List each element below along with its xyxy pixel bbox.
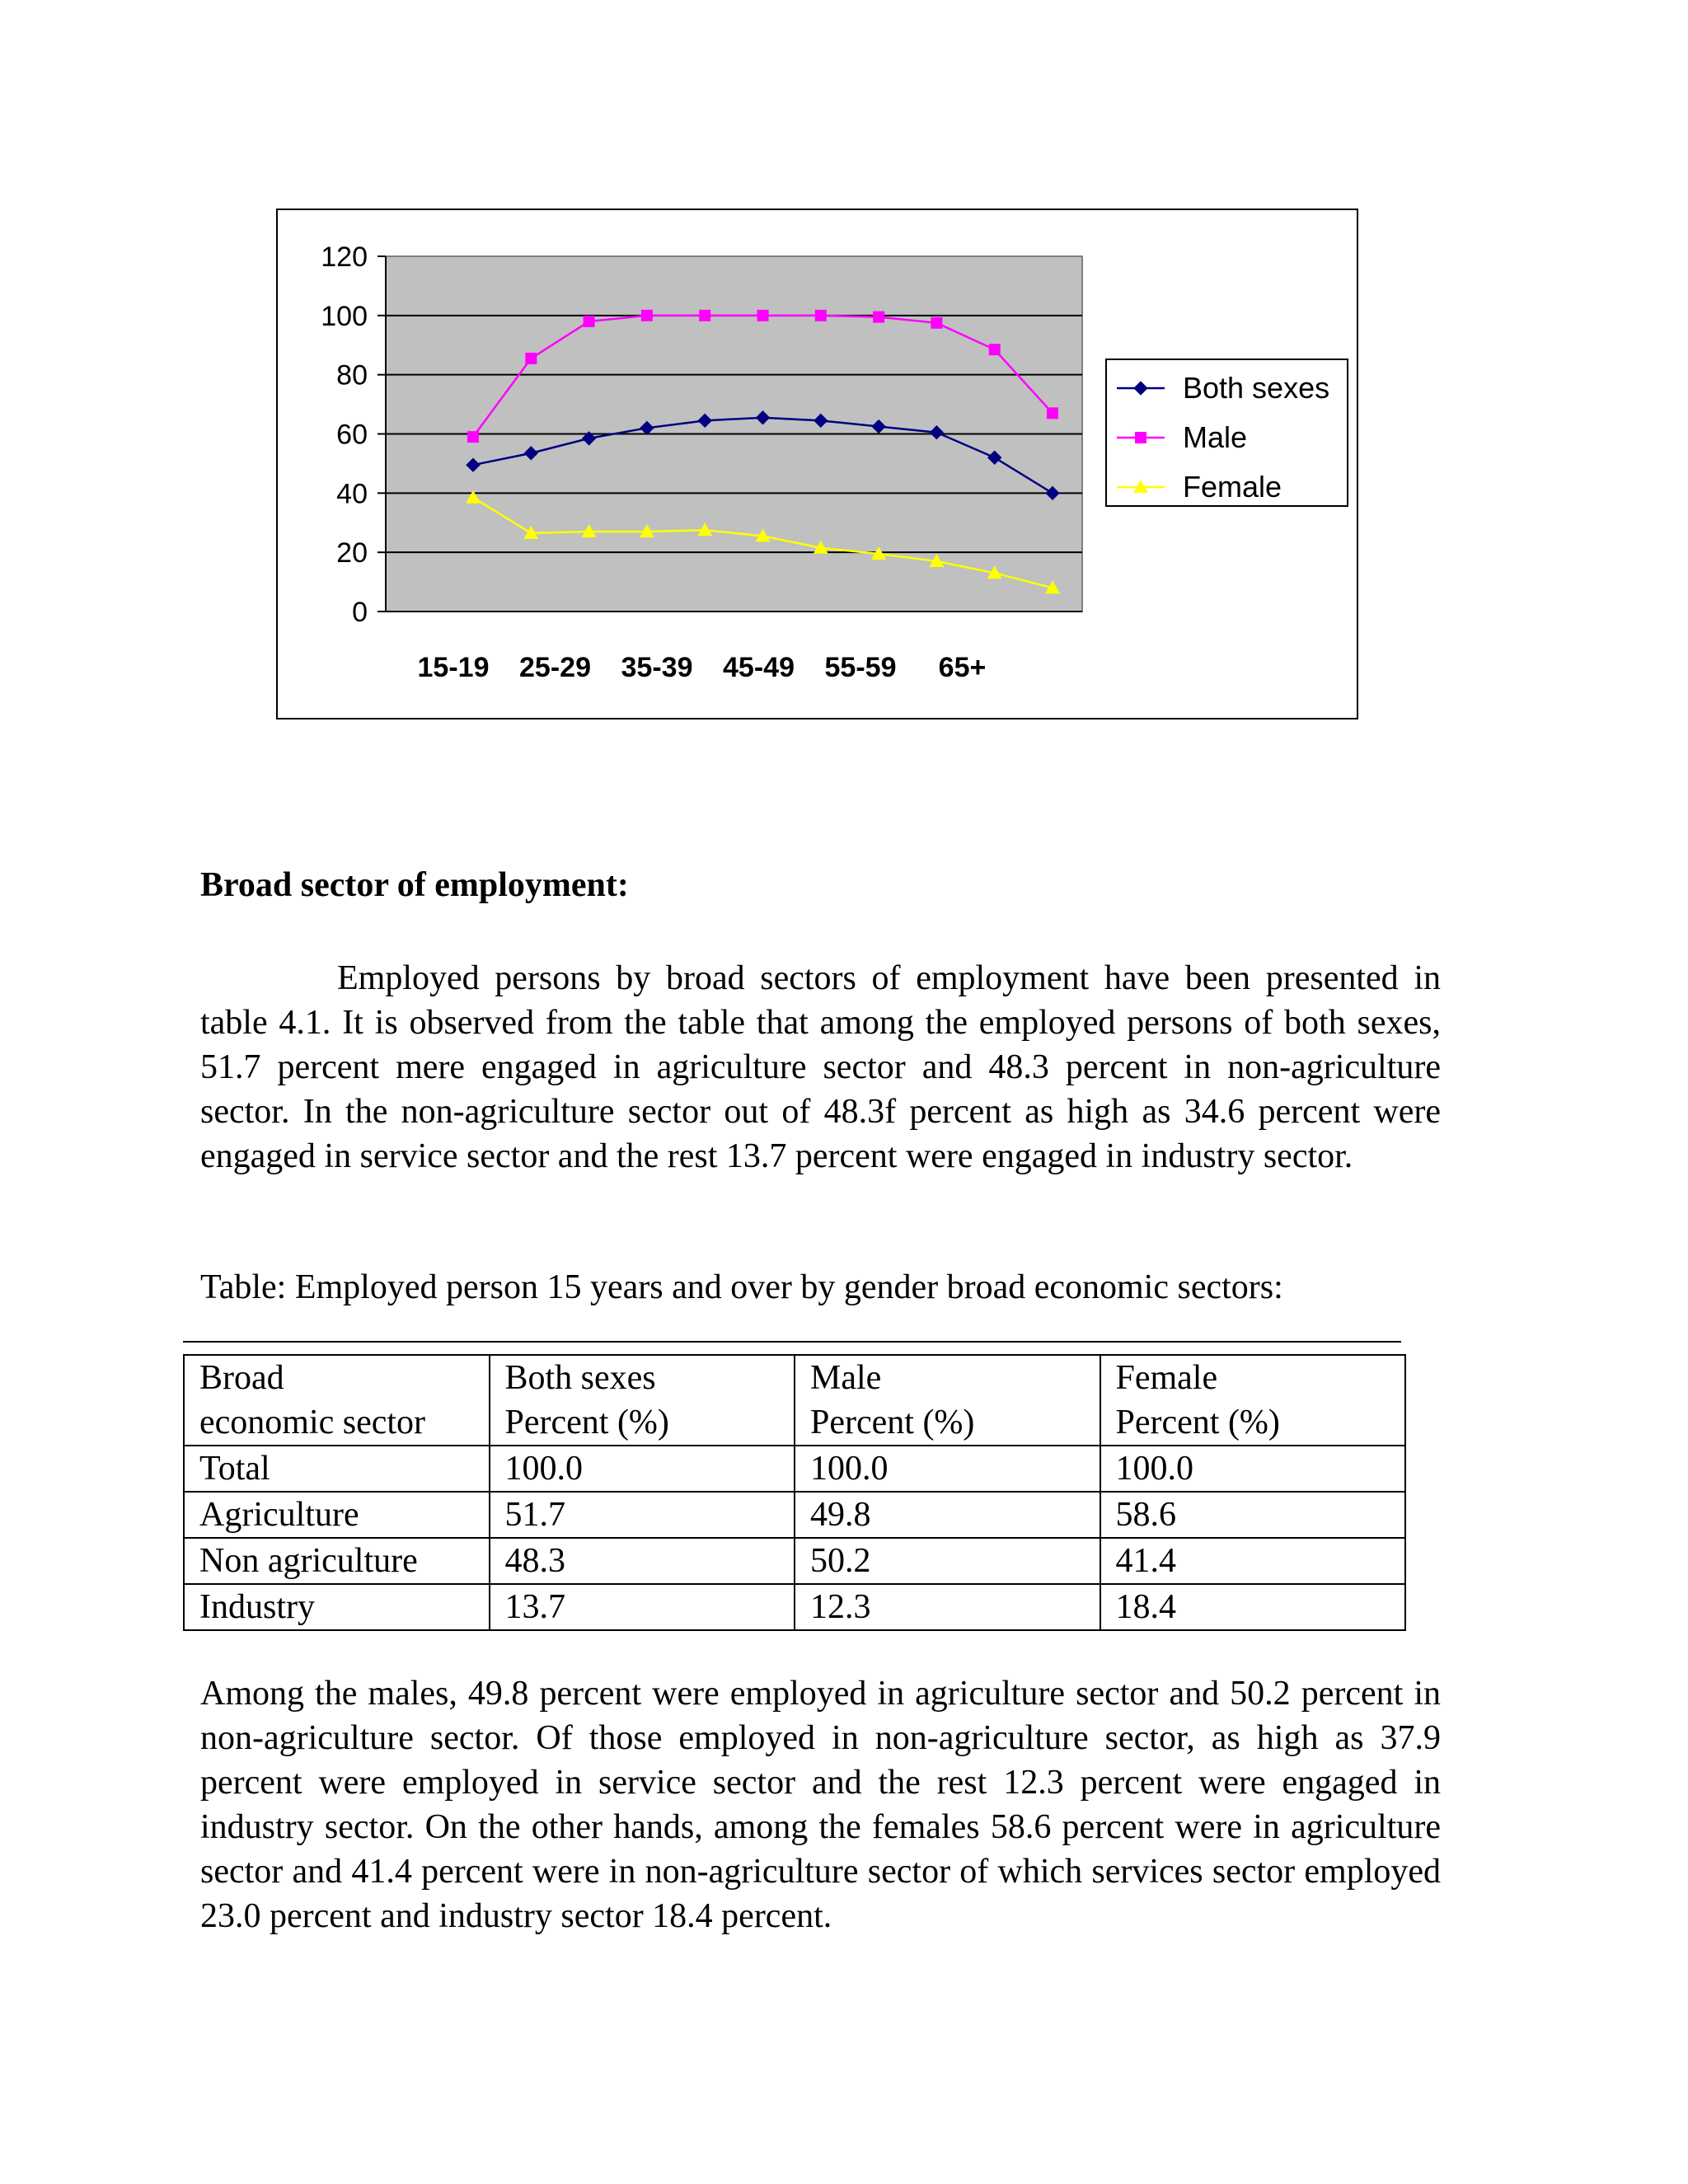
table-cell: 58.6 <box>1100 1492 1406 1538</box>
male-data-point <box>931 317 942 329</box>
employment-sector-table <box>183 1354 1406 1631</box>
table-cell: 12.3 <box>795 1584 1100 1630</box>
table-cell: 100.0 <box>490 1446 795 1492</box>
table-cell: Total <box>184 1446 490 1492</box>
x-tick-label: 15-19 <box>417 652 490 683</box>
employment-rate-line-chart <box>276 209 1358 719</box>
y-tick-label: 80 <box>336 359 368 391</box>
male-legend-label: Male <box>1183 420 1248 454</box>
table-cell: 50.2 <box>795 1538 1100 1584</box>
male-data-point <box>815 310 827 321</box>
table-cell: 41.4 <box>1100 1538 1406 1584</box>
header-cell: Male Percent (%) <box>795 1355 1100 1446</box>
y-tick-label: 0 <box>352 597 368 628</box>
x-tick-label: 45-49 <box>723 652 795 683</box>
table-cell: 100.0 <box>795 1446 1100 1492</box>
table-row <box>184 1584 1405 1630</box>
y-tick-label: 120 <box>321 241 368 273</box>
table-caption: Table: Employed person 15 years and over by gender broad economic sectors: <box>200 1268 1283 1306</box>
section-title: Broad sector of employment: <box>200 866 629 904</box>
male-data-point <box>584 316 595 327</box>
y-tick-label: 20 <box>336 537 368 569</box>
table-row <box>184 1492 1405 1538</box>
table-cell: 48.3 <box>490 1538 795 1584</box>
table-cell: 18.4 <box>1100 1584 1406 1630</box>
male-legend-marker <box>1135 432 1146 443</box>
table-top-rule <box>183 1341 1401 1343</box>
table-cell: 51.7 <box>490 1492 795 1538</box>
table-cell: Agriculture <box>184 1492 490 1538</box>
x-tick-label: 35-39 <box>621 652 693 683</box>
x-tick-label: 65+ <box>938 652 987 683</box>
male-data-point <box>989 344 1001 355</box>
male-data-point <box>757 310 769 321</box>
table-cell: Non agriculture <box>184 1538 490 1584</box>
y-tick-label: 40 <box>336 478 368 510</box>
x-tick-label: 55-59 <box>824 652 897 683</box>
male-data-point <box>699 310 710 321</box>
female-legend-label: Female <box>1183 470 1282 504</box>
table-cell: 13.7 <box>490 1584 795 1630</box>
table-cell: 49.8 <box>795 1492 1100 1538</box>
header-cell: Both sexes Percent (%) <box>490 1355 795 1446</box>
table-row <box>184 1446 1405 1492</box>
table-cell: 100.0 <box>1100 1446 1406 1492</box>
y-tick-label: 60 <box>336 419 368 451</box>
male-data-point <box>873 312 884 323</box>
x-tick-label: 25-29 <box>519 652 591 683</box>
header-cell: Broad economic sector <box>184 1355 490 1446</box>
both-sexes-legend-label: Both sexes <box>1183 371 1330 405</box>
male-data-point <box>641 310 653 321</box>
table-row <box>184 1538 1405 1584</box>
paragraph-intro: Employed persons by broad sectors of employment have been presented in table 4.1. It is observed from the table that among the employed persons of both sexes, 51.7 percent mere engaged in agriculture sector and 48.3 percent in non-agriculture sector. In the non-agriculture sector out of 48.3f percent as high as 34.6 percent were engaged in service sector and the rest 13.7 percent were engaged in industry sector. <box>200 959 1441 1175</box>
male-data-point <box>467 431 479 443</box>
y-tick-label: 100 <box>321 300 368 332</box>
header-cell: Female Percent (%) <box>1100 1355 1406 1446</box>
male-data-point <box>525 353 537 364</box>
paragraph-gender: Among the males, 49.8 percent were employed in agriculture sector and 50.2 percent in non-agriculture sector. Of those employed in non-agriculture sector, as high as 37.9 percent were employed in service sector and the rest 12.3 percent were engaged in industry sector. On the other hands, among the females 58.6 percent were in agriculture sector and 41.4 percent were in non-agriculture sector of which services sector employed 23.0 percent and industry sector 18.4 percent. <box>200 1675 1441 1935</box>
table-header-row <box>184 1355 1405 1446</box>
male-data-point <box>1047 407 1058 419</box>
table-cell: Industry <box>184 1584 490 1630</box>
